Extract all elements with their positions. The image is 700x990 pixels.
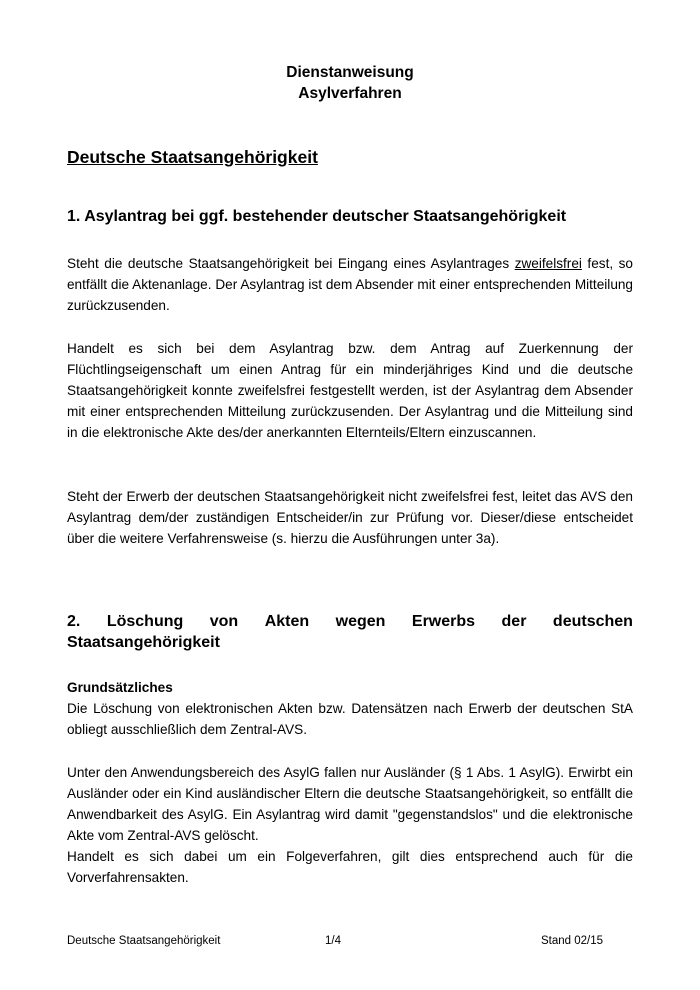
heading-word: 2.: [67, 613, 81, 630]
section-2-heading-line-1: [67, 611, 633, 632]
header-line-2: Asylverfahren: [298, 85, 402, 102]
section-1-paragraph-2: Handelt es sich bei dem Asylantrag bzw. dem Antrag auf Zuerkennung der Flüchtlingseigenschaft um einen Antrag für ein minderjähriges Kind und die deutsche Staatsangehörigkeit konnte zweifelsfrei festgestellt werden, ist der Asylantrag dem Absender mit einer entsprechenden Mitteilung zurückzusenden. Der Asylantrag und die Mitteilung sind in die elektronische Akte des/der anerkannten Elternteils/Eltern einzuscannen.: [67, 341, 633, 440]
page-title: Deutsche Staatsangehörigkeit: [67, 147, 318, 167]
heading-word: von: [209, 613, 239, 630]
section-1-p1-before: Steht die deutsche Staatsangehörigkeit bei Eingang eines Asylantrages: [67, 256, 515, 271]
footer-title: Deutsche Staatsangehörigkeit: [67, 935, 221, 947]
heading-word: deutschen: [552, 613, 633, 630]
section-2-paragraph-3: Handelt es sich dabei um ein Folgeverfahren, gilt dies entsprechend auch für die Vorverfahrensakten.: [67, 849, 633, 885]
footer-page-number: 1/4: [325, 935, 341, 947]
section-1-p1-underlined: zweifelsfrei: [514, 256, 582, 271]
heading-word: Löschung: [106, 613, 184, 630]
section-2-subheading: Grundsätzliches: [67, 680, 173, 695]
section-1-paragraph-3: Steht der Erwerb der deutschen Staatsangehörigkeit nicht zweifelsfrei fest, leitet das AVS den Asylantrag dem/der zuständigen Entscheider/in zur Prüfung vor. Dieser/diese entscheidet über die weitere Verfahrensweise (s. hierzu die Ausführungen unter 3a).: [67, 489, 633, 546]
section-2-paragraph-2: Unter den Anwendungsbereich des AsylG fallen nur Ausländer (§ 1 Abs. 1 AsylG). Erwirbt ein Ausländer oder ein Kind ausländischer Eltern die deutsche Staatsangehörigkeit, so entfällt die Anwendbarkeit des AsylG. Ein Asylantrag wird damit "gegenstandslos" und die elektronische Akte vom Zentral-AVS gelöscht.: [67, 765, 633, 843]
document-header: [0, 62, 700, 104]
footer-version: Stand 02/15: [540, 935, 603, 947]
header-line-1: Dienstanweisung: [286, 64, 414, 81]
section-1-heading: 1. Asylantrag bei ggf. bestehender deutscher Staatsangehörigkeit: [67, 208, 567, 225]
heading-word: wegen: [335, 613, 386, 630]
heading-word: Akten: [264, 613, 310, 630]
section-1-paragraph-1: [67, 253, 633, 316]
section-2-heading: [67, 611, 633, 653]
section-2-heading-line-2: Staatsangehörigkeit: [67, 634, 220, 651]
section-1-p1-after: fest, so entfällt die Aktenanlage. Der Asylantrag ist dem Absender mit einer entsprechenden Mitteilung zurückzusenden.: [67, 256, 633, 313]
section-2-paragraph-1: Die Löschung von elektronischen Akten bzw. Datensätzen nach Erwerb der deutschen StA obliegt ausschließlich dem Zentral-AVS.: [67, 701, 633, 737]
heading-word: der: [501, 613, 527, 630]
heading-word: Erwerbs: [411, 613, 476, 630]
